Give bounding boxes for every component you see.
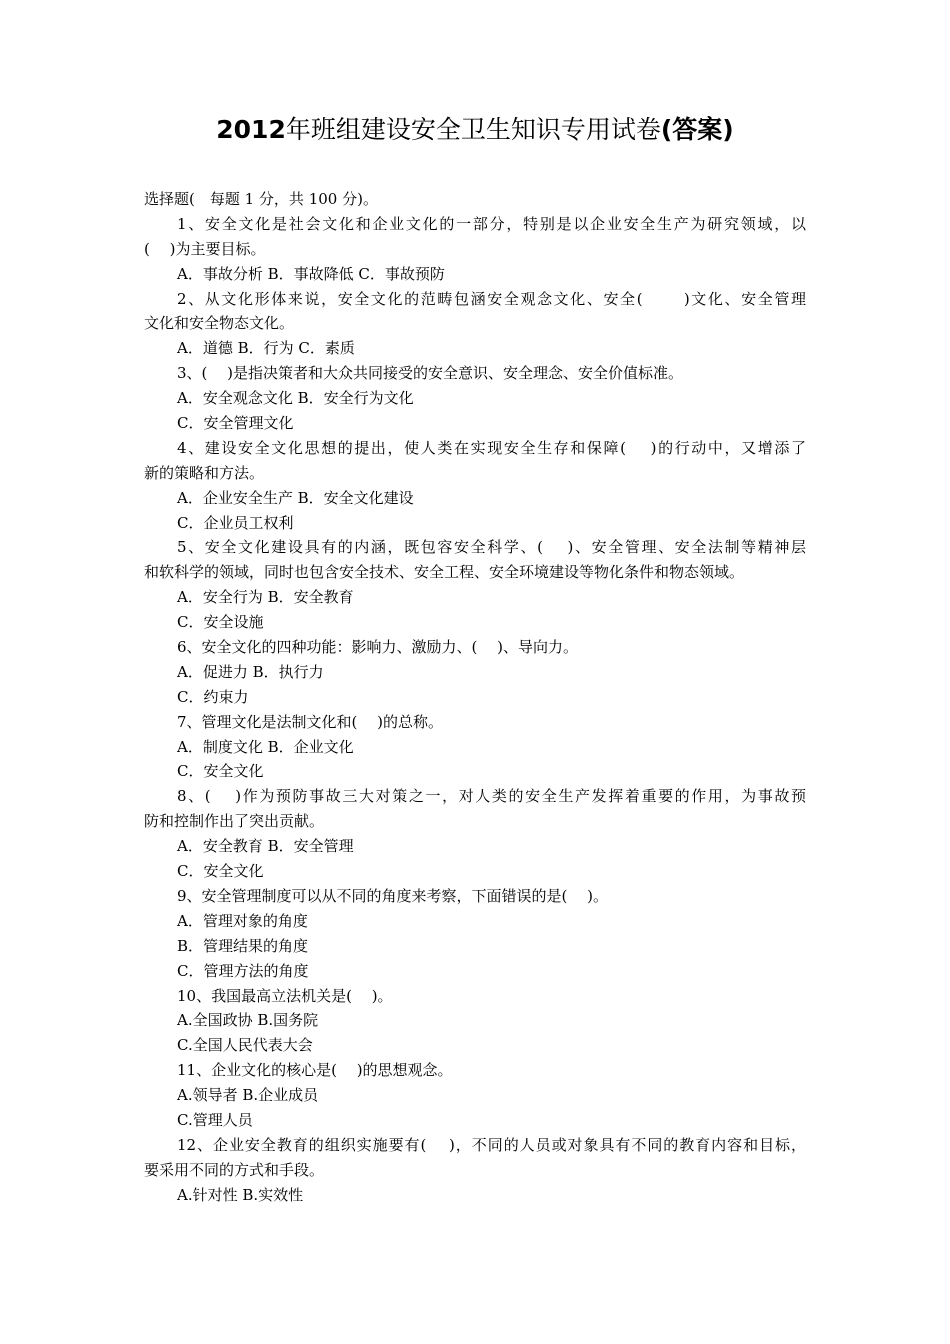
answer-options-line: C．管理方法的角度 [177, 961, 309, 980]
question-item [144, 361, 806, 436]
answer-options-line: A．促进力 B．执行力 [177, 662, 324, 681]
question-stem-line: 防和控制作出了突出贡献。 [144, 812, 325, 831]
question-item [144, 1133, 806, 1208]
answer-options-line: C.管理人员 [177, 1110, 253, 1129]
question-stem-line: ( )为主要目标。 [144, 239, 266, 258]
question-stem-line: 新的策略和方法。 [144, 463, 265, 482]
question-item [144, 535, 806, 635]
answer-options-line: A．道德 B．行为 C．素质 [177, 339, 355, 358]
title-main: 年班组建设安全卫生知识专用试卷 [285, 115, 661, 144]
question-stem-line: 11、企业文化的核心是( )的思想观念。 [177, 1061, 453, 1080]
question-stem-line: 10、我国最高立法机关是( )。 [177, 986, 393, 1005]
question-item [144, 287, 806, 362]
answer-options-line: A．企业安全生产 B．安全文化建设 [177, 488, 414, 507]
question-stem-line: 2、从文化形体来说，安全文化的范畴包涵安全观念文化、安全( )文化、安全管理 [177, 289, 806, 308]
page-title [0, 112, 950, 148]
answer-options-line: C.全国人民代表大会 [177, 1036, 313, 1055]
question-item [144, 635, 806, 710]
question-item [144, 1058, 806, 1133]
question-stem-line: 6、安全文化的四种功能：影响力、激励力、( )、导向力。 [177, 638, 579, 657]
question-stem-line: 文化和安全物态文化。 [144, 314, 295, 333]
answer-options-line: A．事故分析 B．事故降低 C．事故预防 [177, 264, 445, 283]
question-stem-line: 要采用不同的方式和手段。 [144, 1160, 325, 1179]
question-stem-line: 8、( )作为预防事故三大对策之一，对人类的安全生产发挥着重要的作用，为事故预 [177, 787, 806, 806]
question-stem-line: 9、安全管理制度可以从不同的角度来考察，下面错误的是( )。 [177, 886, 609, 905]
answer-options-line: A.针对性 B.实效性 [177, 1185, 304, 1204]
answer-options-line: A．安全观念文化 B．安全行为文化 [177, 389, 414, 408]
question-stem-line: 3、( )是指决策者和大众共同接受的安全意识、安全理念、安全价值标准。 [177, 364, 684, 383]
answer-options-line: A.领导者 B.企业成员 [177, 1086, 319, 1105]
question-stem-line: 和软科学的领域，同时也包含安全技术、安全工程、安全环境建设等物化条件和物态领域。 [144, 563, 745, 582]
answer-options-line: C．安全设施 [177, 613, 264, 632]
answer-options-line: C．约束力 [177, 687, 249, 706]
question-stem-line: 12、企业安全教育的组织实施要有( )，不同的人员或对象具有不同的教育内容和目标， [177, 1135, 806, 1154]
answer-options-line: A．安全行为 B．安全教育 [177, 588, 354, 607]
question-item [144, 884, 806, 984]
title-suffix: (答案) [660, 115, 734, 144]
answer-options-line: A．制度文化 B．企业文化 [177, 737, 354, 756]
answer-options-line: A.全国政协 B.国务院 [177, 1011, 319, 1030]
question-stem-line: 4、建设安全文化思想的提出，使人类在实现安全生存和保障( )的行动中，又增添了 [177, 438, 806, 457]
answer-options-line: C．安全管理文化 [177, 414, 294, 433]
question-item [144, 212, 806, 287]
question-stem-line: 1、安全文化是社会文化和企业文化的一部分，特别是以企业安全生产为研究领域，以 [177, 214, 806, 233]
question-item [144, 984, 806, 1059]
answer-options-line: A．管理对象的角度 [177, 911, 308, 930]
question-stem-line: 5、安全文化建设具有的内涵，既包容安全科学、( )、安全管理、安全法制等精神层 [177, 538, 806, 557]
answer-options-line: C．安全文化 [177, 862, 264, 881]
question-item [144, 784, 806, 884]
answer-options-line: C．安全文化 [177, 762, 264, 781]
question-body [144, 187, 806, 1208]
question-item [144, 710, 806, 785]
intro-text: 选择题( 每题 1 分，共 100 分)。 [144, 190, 378, 208]
answer-options-line: B．管理结果的角度 [177, 936, 309, 955]
question-stem-line: 7、管理文化是法制文化和( )的总称。 [177, 712, 444, 731]
answer-options-line: A．安全教育 B．安全管理 [177, 837, 354, 856]
answer-options-line: C．企业员工权利 [177, 513, 294, 532]
question-item [144, 436, 806, 536]
title-year: 2012 [216, 115, 286, 144]
